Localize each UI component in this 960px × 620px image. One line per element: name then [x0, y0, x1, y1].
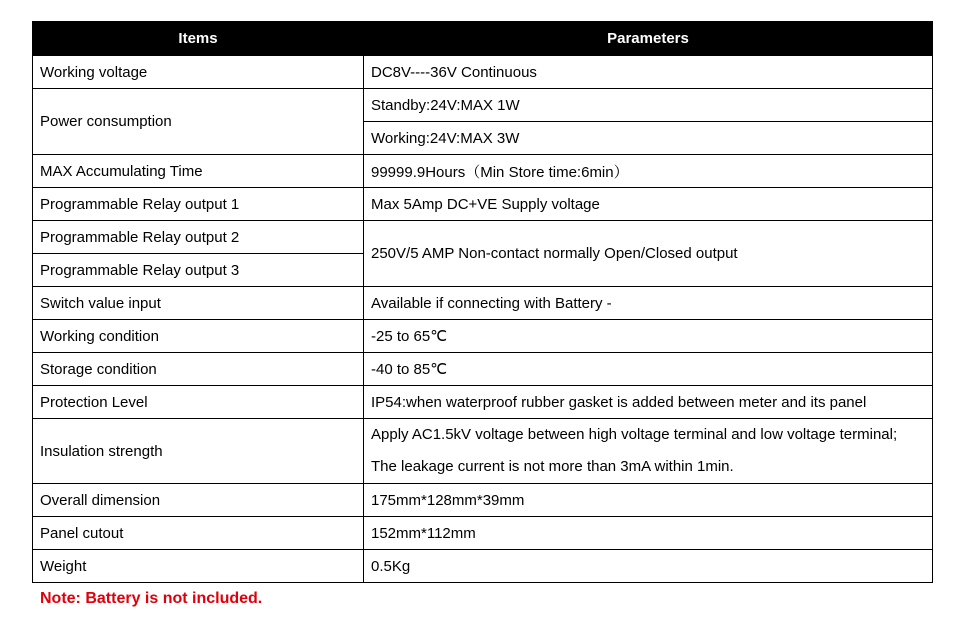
item-cell: Panel cutout — [33, 517, 364, 550]
value-cell: Available if connecting with Battery - — [364, 287, 933, 320]
table-row — [33, 155, 933, 188]
table-row — [33, 320, 933, 353]
value-cell: -40 to 85℃ — [364, 353, 933, 386]
value-cell: Working:24V:MAX 3W — [364, 122, 933, 155]
value-cell-shared: 250V/5 AMP Non-contact normally Open/Closed output — [364, 221, 933, 287]
item-cell: MAX Accumulating Time — [33, 155, 364, 188]
item-cell: Insulation strength — [33, 419, 364, 484]
value-cell: 152mm*112mm — [364, 517, 933, 550]
table-row — [33, 517, 933, 550]
table-row — [33, 484, 933, 517]
table-row — [33, 419, 933, 484]
value-cell: Max 5Amp DC+VE Supply voltage — [364, 188, 933, 221]
value-cell: 0.5Kg — [364, 550, 933, 583]
item-cell: Working condition — [33, 320, 364, 353]
item-cell: Protection Level — [33, 386, 364, 419]
table-row — [33, 550, 933, 583]
item-cell: Switch value input — [33, 287, 364, 320]
table-row — [33, 221, 933, 254]
item-cell: Weight — [33, 550, 364, 583]
item-cell: Programmable Relay output 1 — [33, 188, 364, 221]
item-cell: Working voltage — [33, 56, 364, 89]
value-cell: 175mm*128mm*39mm — [364, 484, 933, 517]
table-row — [33, 89, 933, 122]
value-cell: DC8V----36V Continuous — [364, 56, 933, 89]
header-parameters: Parameters — [364, 22, 933, 56]
value-cell: -25 to 65℃ — [364, 320, 933, 353]
value-cell: Apply AC1.5kV voltage between high voltage terminal and low voltage terminal; The leakage current is not more than 3mA within 1min. — [364, 419, 933, 484]
header-items: Items — [33, 22, 364, 56]
table-row — [33, 56, 933, 89]
item-cell: Programmable Relay output 2 — [33, 221, 364, 254]
item-cell: Programmable Relay output 3 — [33, 254, 364, 287]
item-cell: Storage condition — [33, 353, 364, 386]
value-cell: Standby:24V:MAX 1W — [364, 89, 933, 122]
table-row — [33, 188, 933, 221]
battery-note: Note: Battery is not included. — [40, 590, 263, 607]
table-row — [33, 353, 933, 386]
value-cell: IP54:when waterproof rubber gasket is added between meter and its panel — [364, 386, 933, 419]
table-header-row — [33, 22, 933, 56]
item-cell: Overall dimension — [33, 484, 364, 517]
table-row — [33, 386, 933, 419]
spec-table — [32, 21, 933, 583]
value-cell: 99999.9Hours（Min Store time:6min） — [364, 155, 933, 188]
item-cell: Power consumption — [33, 89, 364, 155]
table-row — [33, 287, 933, 320]
